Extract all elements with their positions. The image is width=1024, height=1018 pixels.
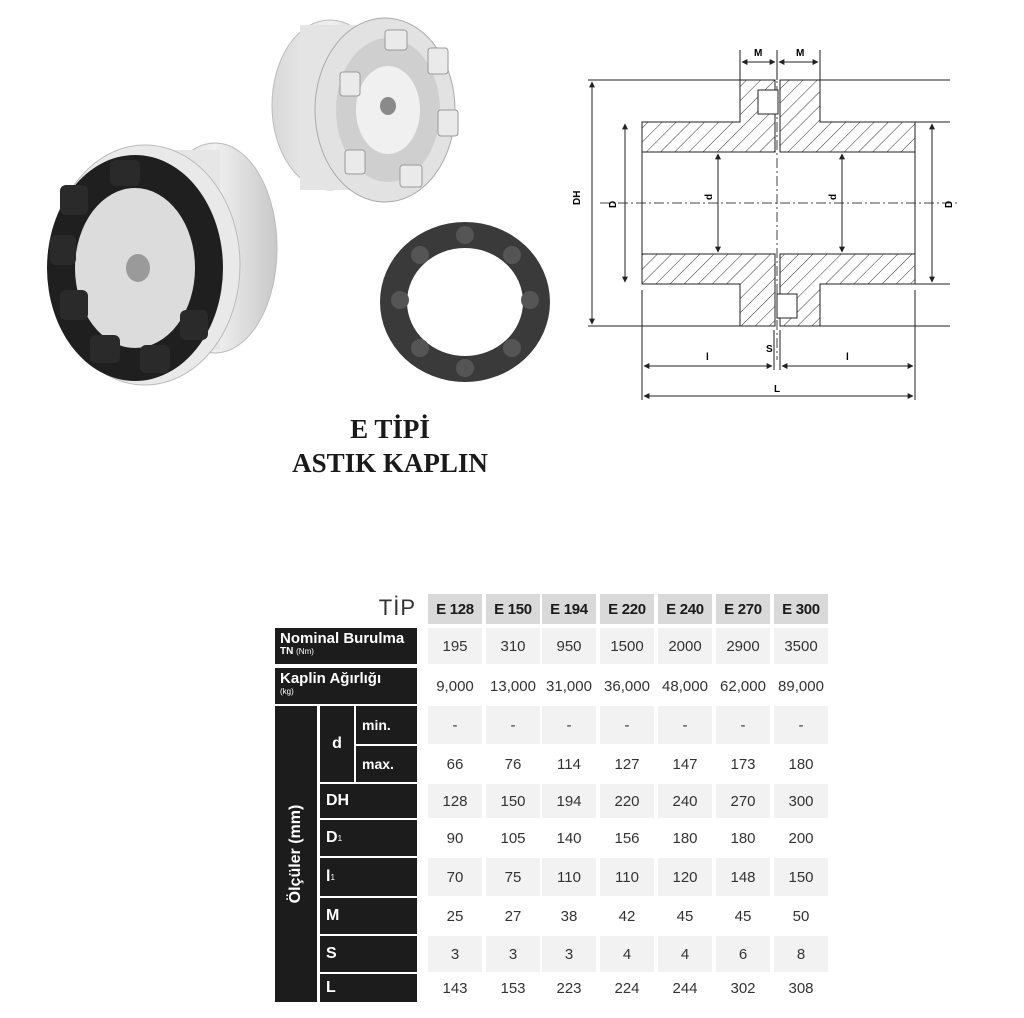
value-M-2: 38 xyxy=(542,898,596,934)
row-group-d: d xyxy=(320,706,354,782)
dim-M-left-label: M xyxy=(754,48,763,59)
jaw-hub-photo xyxy=(272,18,458,202)
value-D1-4: 180 xyxy=(658,820,712,856)
value-dmax-1: 76 xyxy=(486,746,540,782)
coupling-section-drawing xyxy=(560,40,1024,420)
value-nominal-0: 195 xyxy=(428,628,482,664)
value-D1-3: 156 xyxy=(600,820,654,856)
value-l1-1: 75 xyxy=(486,858,540,896)
row-label-DH-text: DH xyxy=(326,792,350,809)
dim-D1-right-label: D xyxy=(944,200,955,208)
value-DH-1: 150 xyxy=(486,784,540,818)
row-label-S-text: S xyxy=(326,945,337,962)
value-dmax-2: 114 xyxy=(542,746,596,782)
row-label-D1-text: D xyxy=(326,829,338,846)
value-L-2: 223 xyxy=(542,974,596,1002)
value-DH-6: 300 xyxy=(774,784,828,818)
product-title xyxy=(270,412,510,480)
row-label-l1-sub: 1 xyxy=(330,872,335,882)
value-DH-0: 128 xyxy=(428,784,482,818)
value-D1-0: 90 xyxy=(428,820,482,856)
tip-header-label: TİP xyxy=(378,595,416,620)
value-weight-4: 48,000 xyxy=(658,668,712,704)
dimensions-vertical-text: Ölçüler (mm) xyxy=(287,804,304,904)
assembled-hub-photo xyxy=(47,143,277,385)
value-dmax-0: 66 xyxy=(428,746,482,782)
value-S-1: 3 xyxy=(486,936,540,972)
value-D1-2: 140 xyxy=(542,820,596,856)
row-label-nominal-text: Nominal Burulma xyxy=(280,630,405,647)
value-dmin-4: - xyxy=(658,706,712,744)
value-S-6: 8 xyxy=(774,936,828,972)
value-S-4: 4 xyxy=(658,936,712,972)
value-nominal-4: 2000 xyxy=(658,628,712,664)
value-S-3: 4 xyxy=(600,936,654,972)
value-weight-0: 9,000 xyxy=(428,668,482,704)
value-nominal-2: 950 xyxy=(542,628,596,664)
type-header-6: E 300 xyxy=(774,594,828,624)
value-l1-3: 110 xyxy=(600,858,654,896)
value-M-6: 50 xyxy=(774,898,828,934)
dim-d-right-label: d xyxy=(828,193,839,200)
row-sublabel-nominal: TN xyxy=(280,646,294,657)
dim-D1-left-label: D xyxy=(608,200,619,208)
value-l1-2: 110 xyxy=(542,858,596,896)
title-line-2: ASTIK KAPLIN xyxy=(292,448,488,478)
value-D1-6: 200 xyxy=(774,820,828,856)
value-M-1: 27 xyxy=(486,898,540,934)
value-dmax-4: 147 xyxy=(658,746,712,782)
value-DH-3: 220 xyxy=(600,784,654,818)
value-DH-4: 240 xyxy=(658,784,712,818)
row-label-D1-sub: 1 xyxy=(337,833,343,843)
value-S-5: 6 xyxy=(716,936,770,972)
title-line-1: E TİPİ xyxy=(350,414,430,444)
dim-d-left-label: d xyxy=(704,193,715,200)
row-label-L-text: L xyxy=(326,979,336,996)
type-header-5: E 270 xyxy=(716,594,770,624)
row-label-DH xyxy=(320,784,417,818)
value-dmin-3: - xyxy=(600,706,654,744)
value-weight-5: 62,000 xyxy=(716,668,770,704)
type-header-3: E 220 xyxy=(600,594,654,624)
value-weight-1: 13,000 xyxy=(486,668,540,704)
value-M-5: 45 xyxy=(716,898,770,934)
row-label-weight xyxy=(275,668,417,704)
value-DH-2: 194 xyxy=(542,784,596,818)
value-L-6: 308 xyxy=(774,974,828,1002)
row-label-l1 xyxy=(320,858,417,896)
value-S-0: 3 xyxy=(428,936,482,972)
value-dmax-5: 173 xyxy=(716,746,770,782)
value-weight-2: 31,000 xyxy=(542,668,596,704)
product-photos xyxy=(0,0,560,400)
value-M-3: 42 xyxy=(600,898,654,934)
row-label-nominal xyxy=(275,628,417,664)
dim-l1-left-label: l xyxy=(706,352,709,363)
type-header-0: E 128 xyxy=(428,594,482,624)
row-label-dmin: min. xyxy=(356,706,417,744)
row-label-S xyxy=(320,936,417,972)
dimensions-vertical-label xyxy=(275,706,317,1002)
dim-M-right-label: M xyxy=(796,48,805,59)
dim-S-label: S xyxy=(766,344,773,355)
value-l1-6: 150 xyxy=(774,858,828,896)
technical-drawing xyxy=(560,40,1024,420)
row-label-M-text: M xyxy=(326,907,340,924)
dim-L-label: L xyxy=(774,384,781,395)
value-DH-5: 270 xyxy=(716,784,770,818)
value-dmax-3: 127 xyxy=(600,746,654,782)
row-label-D1 xyxy=(320,820,417,856)
row-unit-nominal: (Nm) xyxy=(296,647,314,656)
value-S-2: 3 xyxy=(542,936,596,972)
value-M-4: 45 xyxy=(658,898,712,934)
value-l1-5: 148 xyxy=(716,858,770,896)
row-label-l1-text: l xyxy=(326,868,331,885)
coupling-photos-illustration xyxy=(0,0,560,400)
type-header-2: E 194 xyxy=(542,594,596,624)
value-dmin-1: - xyxy=(486,706,540,744)
value-nominal-1: 310 xyxy=(486,628,540,664)
dim-DH-label: DH xyxy=(572,190,583,205)
value-L-4: 244 xyxy=(658,974,712,1002)
value-nominal-5: 2900 xyxy=(716,628,770,664)
value-l1-4: 120 xyxy=(658,858,712,896)
value-nominal-6: 3500 xyxy=(774,628,828,664)
value-dmin-2: - xyxy=(542,706,596,744)
value-weight-6: 89,000 xyxy=(774,668,828,704)
row-unit-weight: (kg) xyxy=(280,687,294,696)
value-D1-1: 105 xyxy=(486,820,540,856)
elastic-ring-photo xyxy=(380,222,550,382)
value-dmin-5: - xyxy=(716,706,770,744)
value-l1-0: 70 xyxy=(428,858,482,896)
value-dmin-0: - xyxy=(428,706,482,744)
value-L-5: 302 xyxy=(716,974,770,1002)
row-label-L xyxy=(320,974,417,1002)
value-L-0: 143 xyxy=(428,974,482,1002)
value-weight-3: 36,000 xyxy=(600,668,654,704)
value-L-3: 224 xyxy=(600,974,654,1002)
row-label-weight-text: Kaplin Ağırlığı xyxy=(280,670,382,687)
value-M-0: 25 xyxy=(428,898,482,934)
value-D1-5: 180 xyxy=(716,820,770,856)
row-label-dmax: max. xyxy=(356,746,417,782)
type-header-4: E 240 xyxy=(658,594,712,624)
value-nominal-3: 1500 xyxy=(600,628,654,664)
value-dmax-6: 180 xyxy=(774,746,828,782)
dim-l1-right-label: l xyxy=(846,352,849,363)
type-header-1: E 150 xyxy=(486,594,540,624)
row-label-M xyxy=(320,898,417,934)
value-dmin-6: - xyxy=(774,706,828,744)
value-L-1: 153 xyxy=(486,974,540,1002)
